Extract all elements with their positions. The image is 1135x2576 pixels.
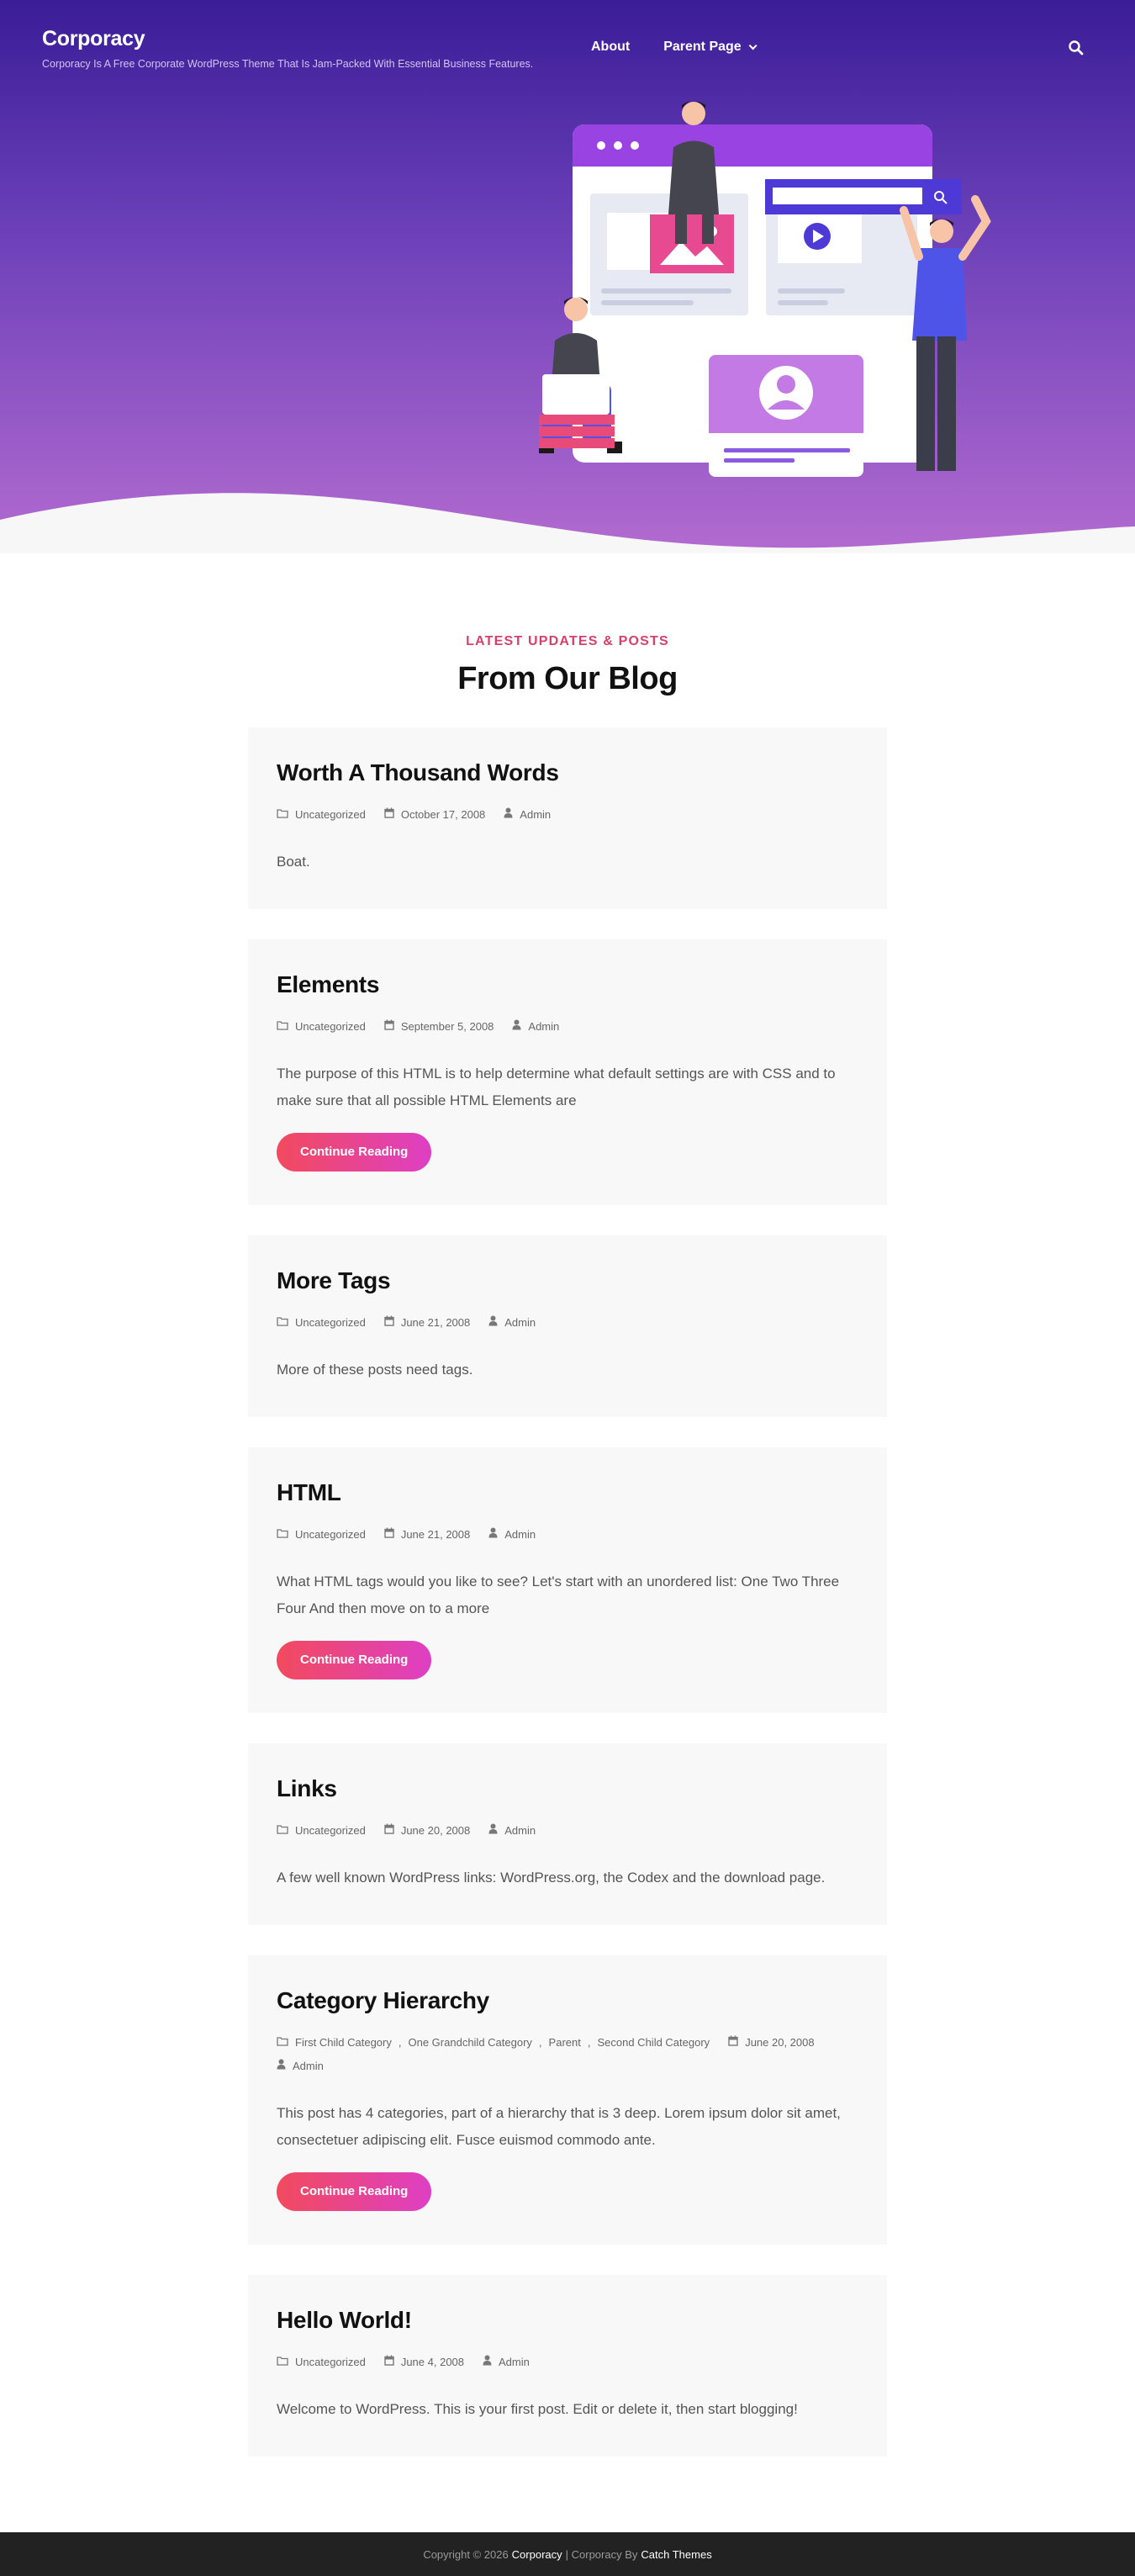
post-card	[248, 1743, 887, 1925]
post-title[interactable]: Category Hierarchy	[277, 1987, 489, 2013]
post-title[interactable]: HTML	[277, 1479, 341, 1505]
post-author-link[interactable]: Admin	[504, 1316, 536, 1329]
hero-illustration	[509, 97, 996, 500]
footer-separator: | Corporacy By	[565, 2547, 638, 2561]
calendar-icon	[384, 1523, 394, 1547]
post-card	[248, 2275, 887, 2457]
post-category-link[interactable]: First Child Category	[295, 2036, 392, 2049]
post-author	[483, 2351, 530, 2374]
category-separator: ,	[538, 2036, 542, 2049]
calendar-icon	[728, 2031, 738, 2055]
post-meta	[277, 1819, 858, 1843]
nav-item-about[interactable]	[591, 40, 630, 55]
site-title[interactable]: Corporacy	[42, 27, 145, 50]
search-icon	[1068, 40, 1085, 56]
post-category-link[interactable]: One Grandchild Category	[408, 2036, 532, 2049]
section-title: From Our Blog	[457, 661, 678, 696]
user-icon	[488, 1819, 498, 1843]
post-title[interactable]: Worth A Thousand Words	[277, 759, 559, 785]
main-nav	[591, 40, 754, 55]
nav-item-label: About	[591, 40, 631, 54]
footer-copyright: Copyright © 2026	[423, 2547, 509, 2561]
site-footer	[0, 2532, 1135, 2576]
post-card	[248, 1955, 887, 2245]
post-meta	[277, 1311, 858, 1335]
post-categories	[277, 1523, 366, 1547]
post-excerpt: More of these posts need tags.	[277, 1362, 473, 1378]
post-category-link[interactable]: Second Child Category	[597, 2036, 710, 2049]
nav-item-parent-page[interactable]	[663, 40, 753, 55]
post-categories	[277, 1015, 366, 1039]
post-category-link[interactable]: Uncategorized	[295, 1316, 366, 1329]
user-icon	[504, 803, 513, 827]
post-categories	[277, 2031, 710, 2055]
post-author	[488, 1523, 536, 1547]
calendar-icon	[384, 1819, 394, 1843]
post-author	[488, 1311, 536, 1335]
blog-section	[0, 553, 1135, 2532]
post-excerpt: This post has 4 categories, part of a hierarchy that is 3 deep. Lorem ipsum dolor sit amet, consectetuer adipiscing elit. Fusce euismod commodo ante.	[277, 2105, 841, 2148]
category-separator: ,	[398, 2036, 402, 2049]
post-categories	[277, 2351, 366, 2374]
post-categories	[277, 1311, 366, 1335]
post-title[interactable]: Hello World!	[277, 2307, 412, 2333]
post-date	[728, 2031, 814, 2055]
post-meta	[277, 2031, 858, 2078]
post-date-link[interactable]: June 20, 2008	[400, 1824, 471, 1837]
post-card	[248, 939, 887, 1205]
continue-reading-button[interactable]: Continue Reading	[277, 2172, 431, 2211]
chevron-down-icon	[748, 41, 757, 50]
post-meta	[277, 1015, 858, 1039]
footer-site-link[interactable]: Corporacy	[511, 2547, 562, 2561]
post-date	[384, 1015, 494, 1039]
post-category-link[interactable]: Uncategorized	[295, 1824, 366, 1837]
section-eyebrow: LATEST UPDATES & POSTS	[466, 634, 669, 648]
post-category-link[interactable]: Uncategorized	[295, 2356, 366, 2368]
post-date-link[interactable]: June 20, 2008	[745, 2036, 815, 2049]
folder-icon	[277, 2351, 288, 2374]
calendar-icon	[384, 803, 394, 827]
user-icon	[488, 1523, 498, 1547]
calendar-icon	[384, 2351, 394, 2374]
post-date	[384, 803, 485, 827]
nav-item-label: Parent Page	[663, 40, 742, 54]
post-meta	[277, 803, 858, 827]
post-title[interactable]: More Tags	[277, 1267, 391, 1293]
post-date-link[interactable]: June 21, 2008	[400, 1316, 471, 1329]
post-date-link[interactable]: September 5, 2008	[400, 1020, 494, 1033]
category-separator: ,	[587, 2036, 591, 2049]
post-author-link[interactable]: Admin	[499, 2356, 530, 2368]
calendar-icon	[384, 1015, 394, 1039]
post-excerpt: Welcome to WordPress. This is your first post. Edit or delete it, then start blogging!	[277, 2401, 798, 2417]
folder-icon	[277, 1015, 288, 1039]
hero-wave	[0, 486, 1135, 553]
post-card	[248, 1235, 887, 1417]
post-author-link[interactable]: Admin	[293, 2060, 324, 2072]
post-list	[248, 727, 887, 2457]
post-meta	[277, 1523, 858, 1547]
footer-theme-link[interactable]: Catch Themes	[641, 2547, 712, 2561]
post-excerpt: Boat.	[277, 854, 310, 870]
post-excerpt: What HTML tags would you like to see? Let's start with an unordered list: One Two Three Four And then move on to a more	[277, 1574, 840, 1616]
site-description: Corporacy Is A Free Corporate WordPress Theme That Is Jam-Packed With Essential Business Features.	[42, 58, 534, 70]
post-excerpt: The purpose of this HTML is to help determine what default settings are with CSS and to make sure that all possible HTML Elements are	[277, 1066, 836, 1108]
post-date-link[interactable]: June 4, 2008	[400, 2356, 465, 2368]
post-meta	[277, 2351, 858, 2374]
post-author-link[interactable]: Admin	[520, 808, 552, 821]
post-author-link[interactable]: Admin	[528, 1020, 560, 1033]
post-category-link[interactable]: Parent	[548, 2036, 581, 2049]
user-icon	[512, 1015, 521, 1039]
post-date	[384, 2351, 464, 2374]
continue-reading-button[interactable]: Continue Reading	[277, 1133, 431, 1172]
post-date	[384, 1311, 470, 1335]
post-date	[384, 1819, 470, 1843]
folder-icon	[277, 1819, 288, 1843]
post-author	[488, 1819, 536, 1843]
post-author	[504, 803, 551, 827]
site-header	[0, 0, 1135, 93]
post-title[interactable]: Elements	[277, 971, 380, 997]
search-button[interactable]	[1068, 40, 1085, 56]
post-date	[384, 1523, 470, 1547]
folder-icon	[277, 1311, 288, 1335]
post-category-link[interactable]: Uncategorized	[295, 1528, 366, 1541]
user-icon	[488, 1311, 498, 1335]
folder-icon	[277, 2031, 288, 2055]
hero	[0, 0, 1135, 553]
post-categories	[277, 803, 366, 827]
post-category-link[interactable]: Uncategorized	[295, 808, 366, 821]
post-date-link[interactable]: October 17, 2008	[400, 808, 486, 821]
post-author	[512, 1015, 559, 1039]
post-title[interactable]: Links	[277, 1775, 337, 1801]
user-icon	[277, 2055, 286, 2078]
user-icon	[483, 2351, 492, 2374]
post-category-link[interactable]: Uncategorized	[295, 1020, 366, 1033]
folder-icon	[277, 1523, 288, 1547]
calendar-icon	[384, 1311, 394, 1335]
post-author	[277, 2055, 324, 2078]
post-date-link[interactable]: June 21, 2008	[400, 1528, 471, 1541]
post-card	[248, 1447, 887, 1713]
continue-reading-button[interactable]: Continue Reading	[277, 1641, 431, 1679]
post-author-link[interactable]: Admin	[504, 1528, 536, 1541]
post-categories	[277, 1819, 366, 1843]
post-card	[248, 727, 887, 909]
post-excerpt: A few well known WordPress links: WordPress.org, the Codex and the download page.	[277, 1870, 826, 1886]
folder-icon	[277, 803, 288, 827]
post-author-link[interactable]: Admin	[504, 1824, 536, 1837]
